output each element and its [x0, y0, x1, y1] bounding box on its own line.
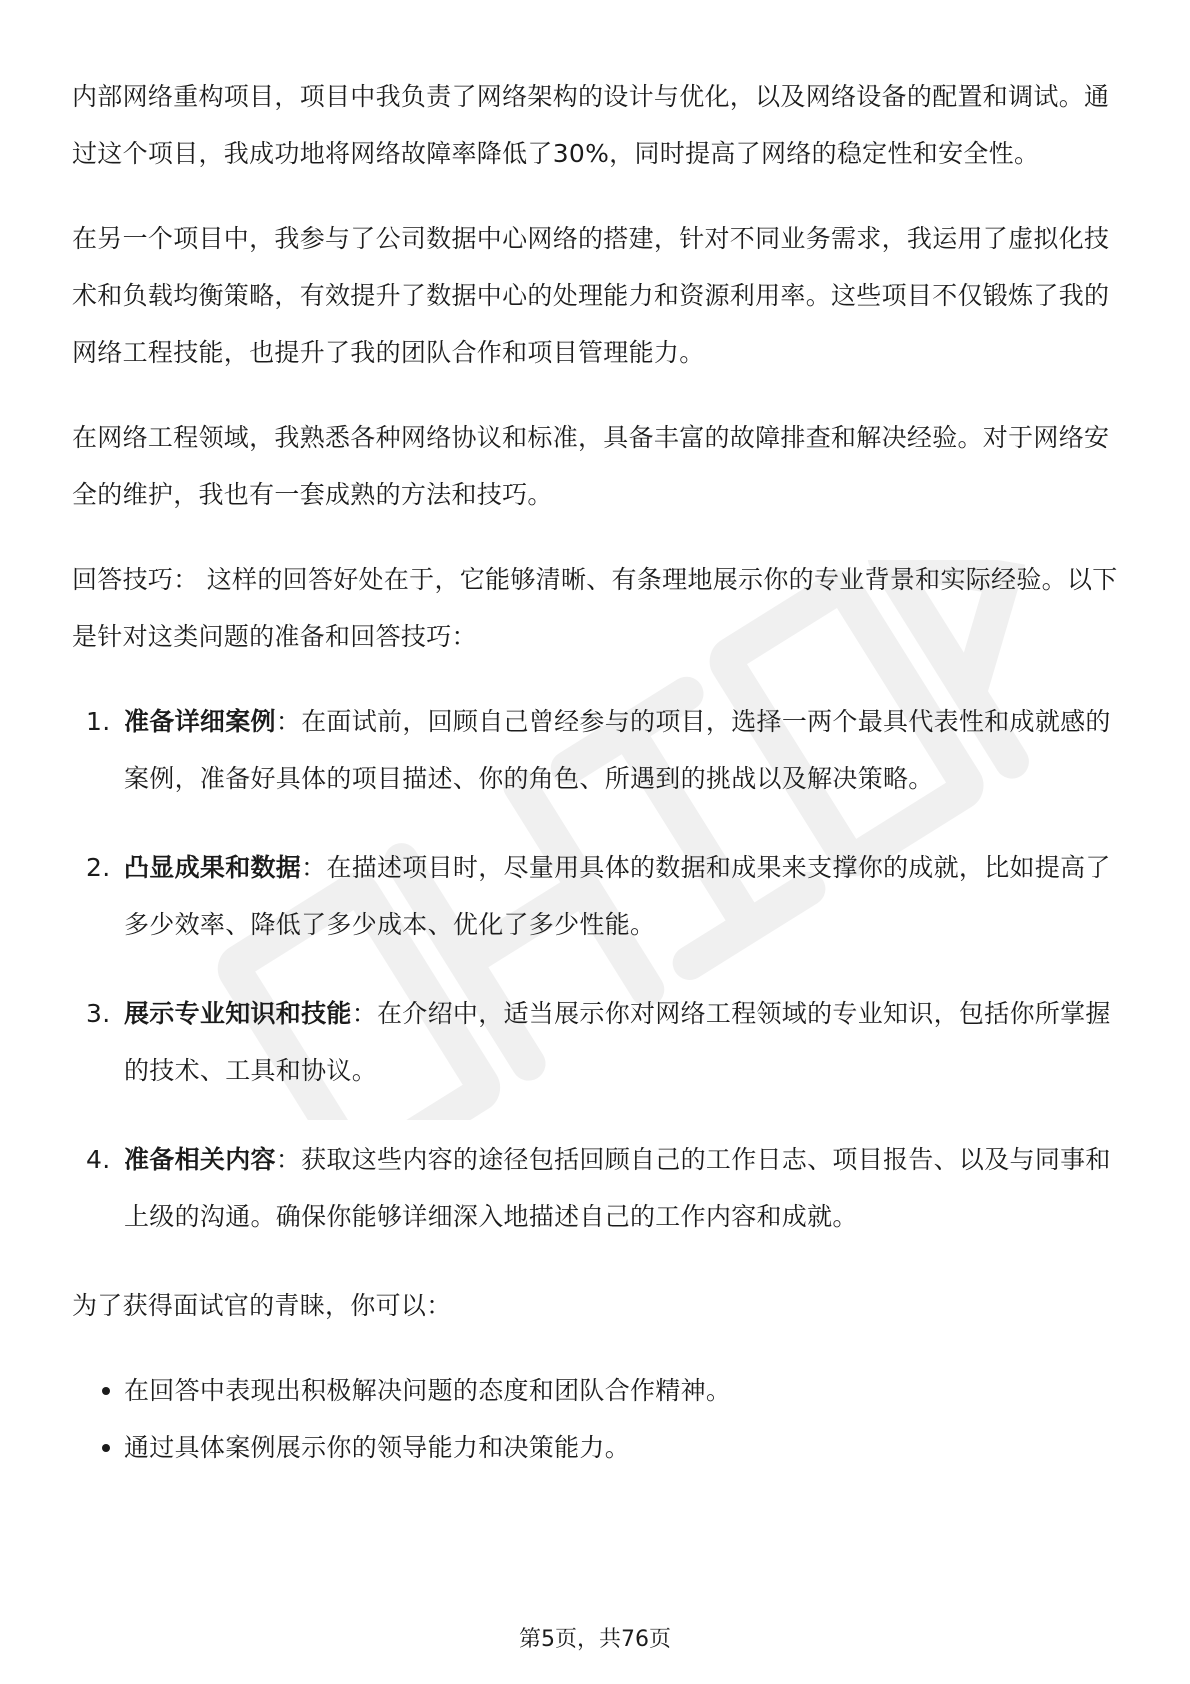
tips-list-item: [72, 1131, 1122, 1245]
tip-title: 准备详细案例: [124, 707, 276, 736]
bullet-text: 在回答中表现出积极解决问题的态度和团队合作精神。: [124, 1376, 732, 1405]
paragraph-project-datacenter: 在另一个项目中，我参与了公司数据中心网络的搭建，针对不同业务需求，我运用了虚拟化技术和负载均衡策略，有效提升了数据中心的处理能力和资源利用率。这些项目不仅锻炼了我的网络工程技能，也提升了我的团队合作和项目管理能力。: [72, 224, 1110, 367]
list-number: 4.: [86, 1145, 111, 1174]
tip-title: 凸显成果和数据: [124, 853, 302, 882]
tips-list-item: [72, 985, 1122, 1099]
tips-list: [72, 693, 1122, 1245]
paragraph-closing-intro: 为了获得面试官的青睐，你可以：: [72, 1291, 452, 1320]
paragraph-project-network: 内部网络重构项目，项目中我负责了网络架构的设计与优化，以及网络设备的配置和调试。通过这个项目，我成功地将网络故障率降低了30%，同时提高了网络的稳定性和安全性。: [72, 82, 1110, 168]
tips-list-item: [72, 839, 1122, 953]
list-number: 2.: [86, 853, 111, 882]
paragraph-answer-tips: 回答技巧： 这样的回答好处在于，它能够清晰、有条理地展示你的专业背景和实际经验。以下是针对这类问题的准备和回答技巧：: [72, 565, 1118, 651]
list-number: 3.: [86, 999, 111, 1028]
tip-title: 展示专业知识和技能: [124, 999, 352, 1028]
bullet-dot-icon: [102, 1387, 110, 1395]
tip-title: 准备相关内容: [124, 1145, 276, 1174]
tips-list-item: [72, 693, 1122, 807]
tip-text: ：获取这些内容的途径包括回顾自己的工作日志、项目报告、以及与同事和上级的沟通。确保你能够详细深入地描述自己的工作内容和成就。: [124, 1145, 1111, 1231]
bullet-list-item: [72, 1362, 1122, 1419]
bullet-list: [72, 1362, 1122, 1476]
tip-text: ：在描述项目时，尽量用具体的数据和成果来支撑你的成就，比如提高了多少效率、降低了多少成本、优化了多少性能。: [124, 853, 1111, 939]
bullet-text: 通过具体案例展示你的领导能力和决策能力。: [124, 1433, 631, 1462]
bullet-list-item: [72, 1419, 1122, 1476]
main-content: [72, 68, 1122, 1476]
tip-text: ：在面试前，回顾自己曾经参与的项目，选择一两个最具代表性和成就感的案例，准备好具体的项目描述、你的角色、所遇到的挑战以及解决策略。: [124, 707, 1111, 793]
paragraph-expertise: 在网络工程领域，我熟悉各种网络协议和标准，具备丰富的故障排查和解决经验。对于网络安全的维护，我也有一套成熟的方法和技巧。: [72, 423, 1110, 509]
list-number: 1.: [86, 707, 111, 736]
page-footer: 第5页，共76页: [519, 1627, 671, 1652]
tip-text: ：在介绍中，适当展示你对网络工程领域的专业知识，包括你所掌握的技术、工具和协议。: [124, 999, 1111, 1085]
bullet-dot-icon: [102, 1444, 110, 1452]
